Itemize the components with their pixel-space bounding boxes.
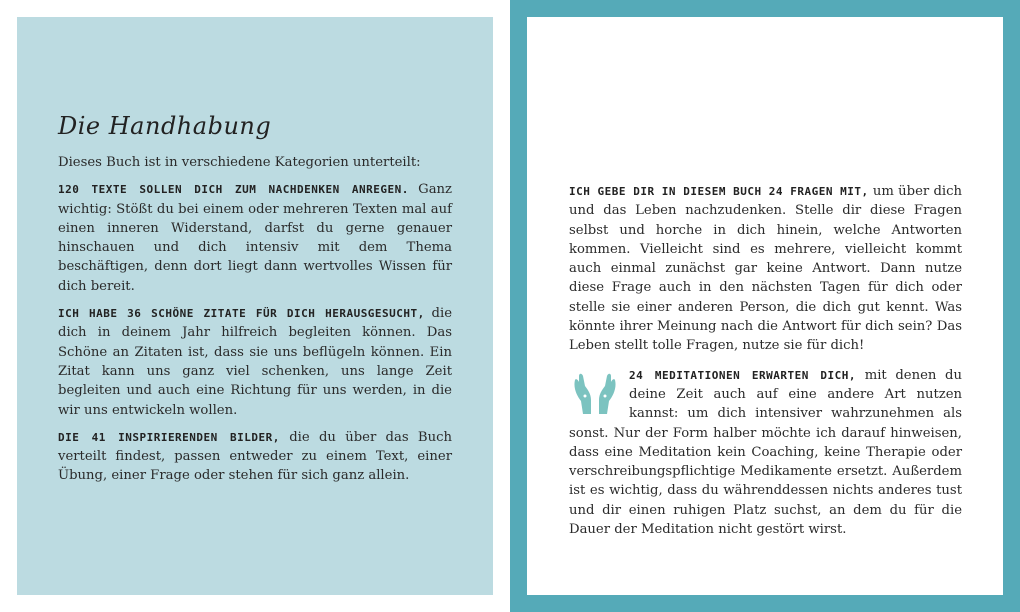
texts-paragraph bbox=[58, 180, 452, 296]
questions-paragraph bbox=[569, 182, 962, 356]
paragraph-lead: DIE 41 INSPIRIERENDEN BILDER, bbox=[58, 430, 280, 444]
praying-hands-icon bbox=[569, 366, 621, 418]
paragraph-text: die dich in deinem Jahr hilfreich begleiten können. Das Schöne an Zitaten ist, dass sie uns beflügeln können. Ein Zitat kann uns ganz viel schenken, uns lange Zeit begleiten und auch eine Richtung für uns werden, in die wir uns entwickeln wollen. bbox=[58, 306, 452, 418]
paragraph-text: mit denen du deine Zeit auch auf eine andere Art nutzen kannst: um dich intensiver wahrzunehmen als sonst. Nur der Form halber möchte ich darauf hinweisen, dass eine Meditation kein Coaching, keine Therapie oder verschreibungspflichtige Medikamente ersetzt. Außerdem ist es wichtig, dass du währenddessen nichts anderes tust und dir einen ruhigen Platz suchst, an dem du für die Dauer der Meditation nicht gestört wirst. bbox=[569, 367, 962, 538]
right-column bbox=[569, 182, 962, 547]
intro-paragraph: Dieses Buch ist in verschiedene Kategorien unterteilt: bbox=[58, 155, 421, 170]
paragraph-lead: 120 TEXTE SOLLEN DICH ZUM NACHDENKEN ANREGEN. bbox=[58, 183, 409, 197]
paragraph-text: die du über das Buch verteilt findest, passen entweder zu einem Text, einer Übung, einer Frage oder stehen für sich ganz allein. bbox=[58, 429, 452, 484]
left-column bbox=[58, 153, 452, 494]
paragraph-lead: ICH GEBE DIR IN DIESEM BUCH 24 FRAGEN MIT, bbox=[569, 185, 869, 198]
paragraph-lead: ICH HABE 36 SCHÖNE ZITATE FÜR DICH HERAUSGESUCHT, bbox=[58, 307, 425, 321]
quotes-paragraph bbox=[58, 304, 452, 420]
meditations-paragraph bbox=[569, 366, 962, 540]
page-title: Die Handhabung bbox=[58, 112, 272, 140]
paragraph-lead: 24 MEDITATIONEN ERWARTEN DICH, bbox=[629, 368, 857, 382]
paragraph-text: um über dich und das Leben nachzudenken. Stelle dir diese Fragen selbst und horche in dich hinein, welche Antworten kommen. Vielleicht sind es mehrere, vielleicht kommt auch einmal zunächst gar keine Antwort. Dann nutze diese Frage auch in den nächsten Tagen für dich oder stelle sie einer anderen Person, die dich gut kennt. Was könnte ihrer Meinung nach die Antwort für dich sein? Das Leben stellt tolle Fragen, nutze sie für dich! bbox=[569, 184, 962, 354]
paragraph-text: Ganz wichtig: Stößt du bei einem oder mehreren Texten mal auf einen inneren Widerstand, darfst du gerne genauer hinschauen und dich intensiv mit dem Thema beschäftigen, denn dort liegt dann wertvolles Wissen für dich bereit. bbox=[58, 182, 453, 294]
images-paragraph bbox=[58, 428, 452, 486]
